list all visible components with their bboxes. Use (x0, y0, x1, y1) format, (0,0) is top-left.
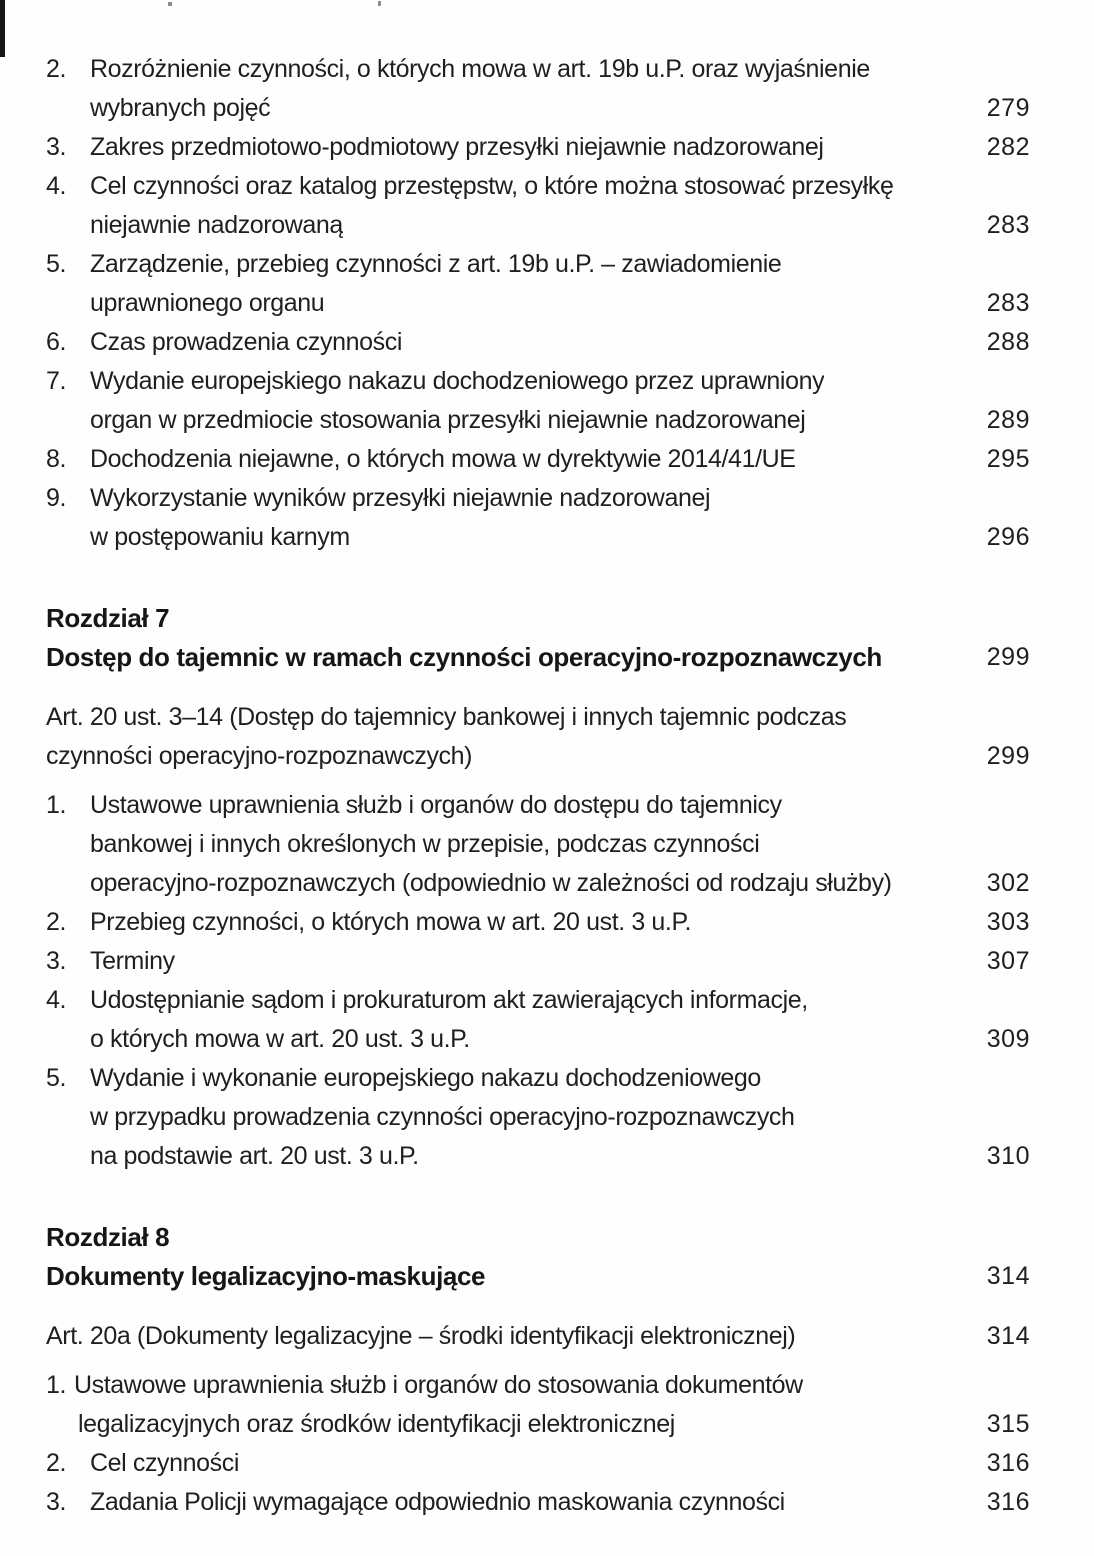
page-number: 296 (986, 523, 1030, 551)
item-line (46, 518, 1030, 557)
page-number: 316 (986, 1488, 1030, 1516)
item-number: 9. (46, 484, 67, 512)
item-text: Cel czynności (90, 1449, 240, 1477)
chapter-title-line (46, 1257, 1030, 1296)
item-line (46, 89, 1030, 128)
item-line (46, 362, 1030, 401)
page-number: 315 (986, 1410, 1030, 1438)
item-line (46, 1366, 1030, 1405)
article-text: czynności operacyjno-rozpoznawczych) (46, 742, 473, 770)
chapter-entry (46, 599, 1030, 677)
page-number: 288 (986, 328, 1030, 356)
toc-list (46, 786, 1030, 1176)
toc-list-item (46, 128, 1030, 167)
scan-speck-artifact (168, 2, 172, 6)
item-line (46, 1405, 1030, 1444)
item-line (46, 1137, 1030, 1176)
page-number: 316 (986, 1449, 1030, 1477)
item-number: 3. (46, 947, 67, 975)
chapter-label-line (46, 1218, 1030, 1257)
page-number: 299 (986, 742, 1030, 770)
page-number: 302 (986, 869, 1030, 897)
item-text: o których mowa w art. 20 ust. 3 u.P. (90, 1025, 470, 1053)
item-number: 2. (46, 1449, 67, 1477)
page-number: 299 (986, 643, 1030, 671)
toc-list-item (46, 903, 1030, 942)
item-number: 3. (46, 133, 67, 161)
toc-list-item (46, 1366, 1030, 1444)
chapter-title: Dokumenty legalizacyjno-maskujące (46, 1261, 486, 1291)
article-line (46, 1317, 1030, 1356)
article-entry (46, 1317, 1030, 1356)
item-text: Ustawowe uprawnienia służb i organów do stosowania dokumentów (74, 1371, 803, 1399)
page-number: 279 (986, 94, 1030, 122)
page-number: 295 (986, 445, 1030, 473)
item-text: wybranych pojęć (90, 94, 271, 122)
item-line (46, 903, 1030, 942)
item-line (46, 50, 1030, 89)
item-text: w postępowaniu karnym (90, 523, 350, 551)
item-number: 5. (46, 1064, 67, 1092)
chapter-label-line (46, 599, 1030, 638)
item-line (46, 1098, 1030, 1137)
toc-list-item (46, 1483, 1030, 1522)
page-number: 289 (986, 406, 1030, 434)
item-text: Zarządzenie, przebieg czynności z art. 19b u.P. – zawiadomienie (90, 250, 782, 278)
toc-list-item (46, 1444, 1030, 1483)
page-number: 309 (986, 1025, 1030, 1053)
item-text: Zakres przedmiotowo-podmiotowy przesyłki niejawnie nadzorowanej (90, 133, 824, 161)
item-line (46, 942, 1030, 981)
item-text: Udostępnianie sądom i prokuraturom akt zawierających informacje, (90, 986, 808, 1014)
scan-edge-artifact (0, 0, 5, 57)
item-line (46, 1059, 1030, 1098)
toc-list-item (46, 981, 1030, 1059)
item-text: legalizacyjnych oraz środków identyfikacji elektronicznej (78, 1410, 675, 1438)
toc-list-item (46, 1059, 1030, 1176)
toc-list-item (46, 50, 1030, 128)
article-line (46, 698, 1030, 737)
item-number: 2. (46, 908, 67, 936)
item-text: Przebieg czynności, o których mowa w art. 20 ust. 3 u.P. (90, 908, 692, 936)
page-number: 314 (986, 1322, 1030, 1350)
toc-list-item (46, 167, 1030, 245)
item-line (46, 1020, 1030, 1059)
page-number: 303 (986, 908, 1030, 936)
toc-content (46, 50, 1030, 1522)
item-text: na podstawie art. 20 ust. 3 u.P. (90, 1142, 419, 1170)
item-text: operacyjno-rozpoznawczych (odpowiednio w zależności od rodzaju służby) (90, 869, 892, 897)
item-line (46, 284, 1030, 323)
item-number: 2. (46, 55, 67, 83)
chapter-title-line (46, 638, 1030, 677)
page-number: 283 (986, 211, 1030, 239)
toc-list-item (46, 786, 1030, 903)
item-text: Terminy (90, 947, 175, 975)
item-line (46, 245, 1030, 284)
item-line (46, 981, 1030, 1020)
page-number: 307 (986, 947, 1030, 975)
item-text: Ustawowe uprawnienia służb i organów do dostępu do tajemnicy (90, 791, 782, 819)
item-line (46, 786, 1030, 825)
toc-list (46, 50, 1030, 557)
item-line (46, 1483, 1030, 1522)
item-number: 7. (46, 367, 67, 395)
page-number: 314 (986, 1262, 1030, 1290)
item-line (46, 128, 1030, 167)
article-entry (46, 698, 1030, 776)
page-number: 282 (986, 133, 1030, 161)
page-number: 283 (986, 289, 1030, 317)
chapter-label: Rozdział 8 (46, 1222, 170, 1252)
toc-list-item (46, 245, 1030, 323)
item-line (46, 479, 1030, 518)
item-number: 1. (46, 791, 67, 819)
item-text: Czas prowadzenia czynności (90, 328, 402, 356)
toc-list (46, 1366, 1030, 1522)
item-number: 8. (46, 445, 67, 473)
item-text: niejawnie nadzorowaną (90, 211, 343, 239)
item-text: Rozróżnienie czynności, o których mowa w art. 19b u.P. oraz wyjaśnienie (90, 55, 870, 83)
item-text: Zadania Policji wymagające odpowiednio maskowania czynności (90, 1488, 785, 1516)
item-number: 4. (46, 986, 67, 1014)
toc-list-item (46, 942, 1030, 981)
item-text: Wydanie i wykonanie europejskiego nakazu dochodzeniowego (90, 1064, 761, 1092)
item-line (46, 864, 1030, 903)
item-text: Dochodzenia niejawne, o których mowa w dyrektywie 2014/41/UE (90, 445, 796, 473)
item-text: Wydanie europejskiego nakazu dochodzeniowego przez uprawniony (90, 367, 825, 395)
toc-list-item (46, 479, 1030, 557)
chapter-title: Dostęp do tajemnic w ramach czynności operacyjno-rozpoznawczych (46, 642, 882, 672)
item-number: 4. (46, 172, 67, 200)
item-text: w przypadku prowadzenia czynności operacyjno-rozpoznawczych (90, 1103, 795, 1131)
item-text: bankowej i innych określonych w przepisie, podczas czynności (90, 830, 760, 858)
item-line (46, 323, 1030, 362)
item-text: Cel czynności oraz katalog przestępstw, o które można stosować przesyłkę (90, 172, 894, 200)
page-number: 310 (986, 1142, 1030, 1170)
item-line (46, 167, 1030, 206)
item-text: Wykorzystanie wyników przesyłki niejawnie nadzorowanej (90, 484, 711, 512)
item-number: 5. (46, 250, 67, 278)
item-line (46, 206, 1030, 245)
item-text: uprawnionego organu (90, 289, 325, 317)
item-line (46, 1444, 1030, 1483)
item-number: 3. (46, 1488, 67, 1516)
item-line (46, 401, 1030, 440)
item-number: 6. (46, 328, 67, 356)
item-number: 1. (46, 1371, 67, 1399)
article-text: Art. 20a (Dokumenty legalizacyjne – środki identyfikacji elektronicznej) (46, 1322, 796, 1350)
article-line (46, 737, 1030, 776)
toc-list-item (46, 323, 1030, 362)
article-text: Art. 20 ust. 3–14 (Dostęp do tajemnicy bankowej i innych tajemnic podczas (46, 703, 847, 731)
item-line (46, 440, 1030, 479)
item-line (46, 825, 1030, 864)
chapter-entry (46, 1218, 1030, 1296)
scan-speck-artifact (378, 1, 381, 6)
chapter-label: Rozdział 7 (46, 603, 170, 633)
toc-list-item (46, 362, 1030, 440)
item-text: organ w przedmiocie stosowania przesyłki niejawnie nadzorowanej (90, 406, 806, 434)
toc-list-item (46, 440, 1030, 479)
